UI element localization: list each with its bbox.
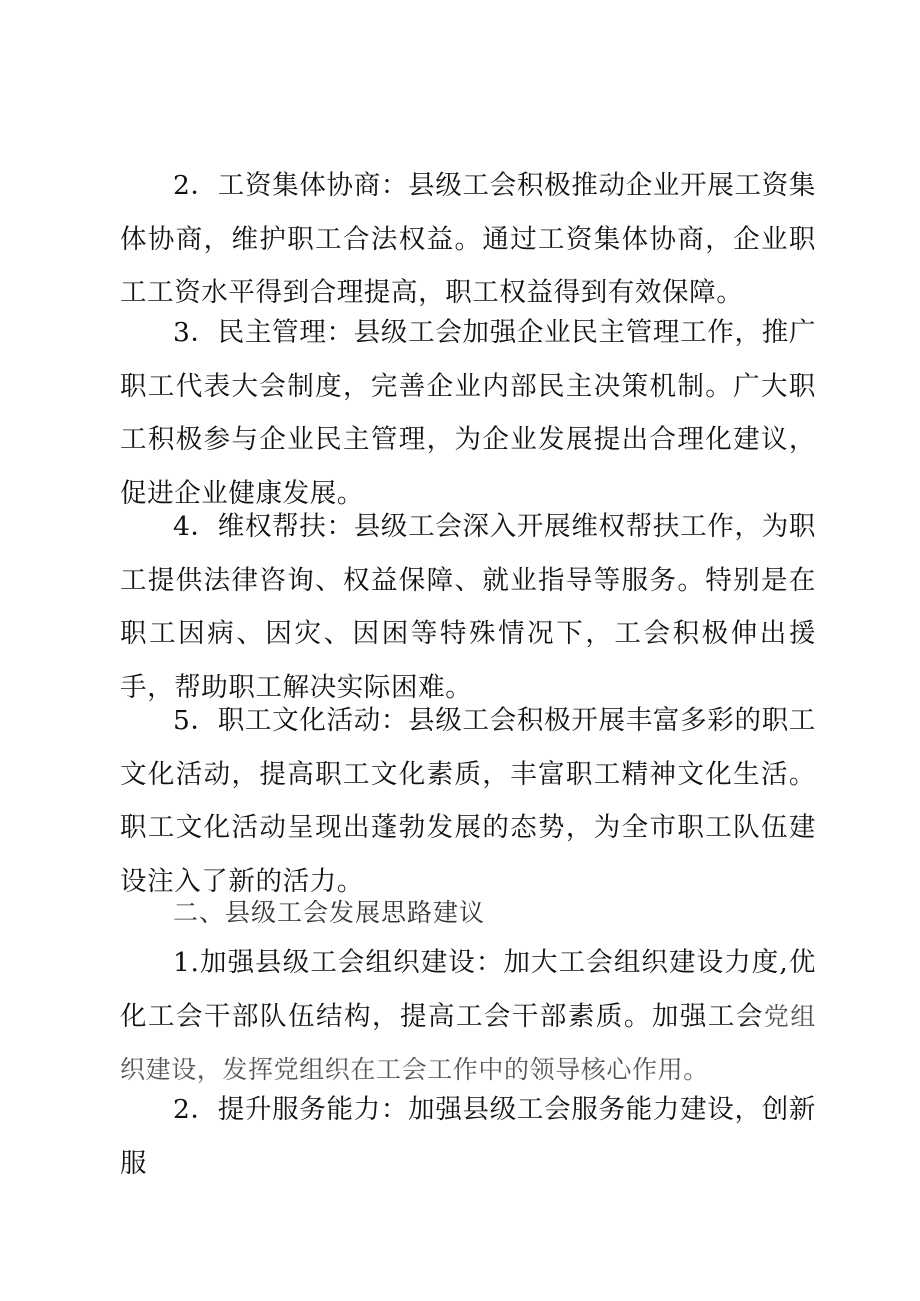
organization-building-text-light: 党组织建设，发挥党组织在工会工作中的领导核心作用。	[120, 1001, 816, 1085]
organization-building-text: 1.加强县级工会组织建设：加大工会组织建设力度,优化工会干部队伍结构，提高工会干部素质。加强工会	[120, 947, 816, 1032]
paragraph-rights-assistance: 4．维权帮扶：县级工会深入开展维权帮扶工作，为职工提供法律咨询、权益保障、就业指导等服务。特别是在职工因病、因灾、因困等特殊情况下，工会积极伸出援手，帮助职工解决实际困难。	[120, 511, 816, 703]
section-heading: 二、县级工会发展思路建议	[173, 898, 486, 927]
paragraph-service-capacity: 2．提升服务能力：加强县级工会服务能力建设，创新服	[120, 1094, 816, 1179]
paragraph-organization-building	[120, 936, 816, 1097]
paragraph-democratic-management: 3．民主管理：县级工会加强企业民主管理工作，推广职工代表大会制度，完善企业内部民主决策机制。广大职工积极参与企业民主管理，为企业发展提出合理化建议，促进企业健康发展。	[120, 317, 816, 509]
paragraph-culture-activities: 5．职工文化活动：县级工会积极开展丰富多彩的职工文化活动，提高职工文化素质，丰富职工精神文化生活。职工文化活动呈现出蓬勃发展的态势，为全市职工队伍建设注入了新的活力。	[120, 705, 816, 897]
paragraph-wage-negotiation: 2．工资集体协商：县级工会积极推动企业开展工资集体协商，维护职工合法权益。通过工资集体协商，企业职工工资水平得到合理提高，职工权益得到有效保障。	[120, 170, 816, 309]
